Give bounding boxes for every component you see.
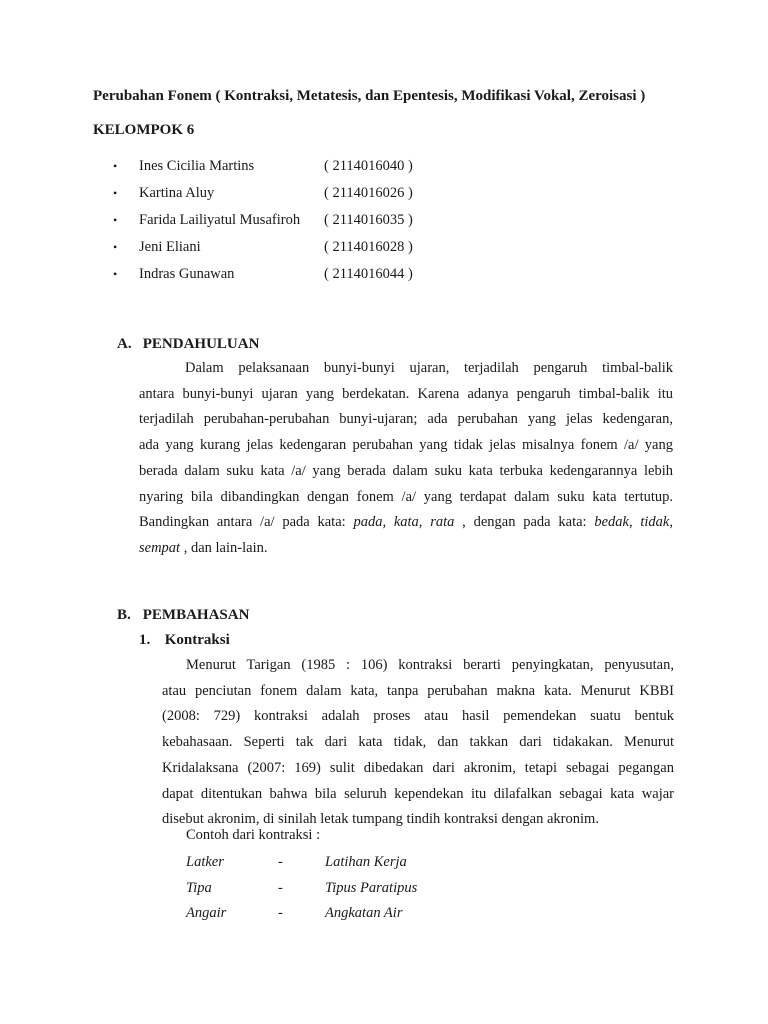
group-label: KELOMPOK 6 xyxy=(93,122,195,138)
bullet-icon: • xyxy=(113,159,118,173)
paragraph-line: nyaring bila dibandingkan dengan fonem /a/ yang terdapat dalam suku kata tertutup. xyxy=(139,488,673,505)
section-a-number: A. xyxy=(117,336,132,352)
member-nim: ( 2114016040 ) xyxy=(324,158,413,174)
paragraph-line: terjadilah perubahan-perubahan bunyi-ujaran; ada perubahan yang jelas kedengaran, xyxy=(139,411,673,428)
member-nim: ( 2114016035 ) xyxy=(324,212,413,228)
member-name: Farida Lailiyatul Musafiroh xyxy=(139,212,301,228)
member-name: Kartina Aluy xyxy=(139,185,215,201)
member-nim: ( 2114016028 ) xyxy=(324,239,413,255)
section-a-paragraph xyxy=(139,356,673,562)
example-label: Contoh dari kontraksi : xyxy=(186,827,321,843)
example-full-form: Latihan Kerja xyxy=(325,854,407,870)
example-full-form: Tipus Paratipus xyxy=(325,879,418,896)
example-dash: - xyxy=(278,879,283,896)
paragraph-line: dapat ditentukan bahwa bila seluruh kependekan itu dilafalkan sebagai kata wajar xyxy=(162,785,674,802)
paragraph-line: antara bunyi-bunyi ujaran yang berdekatan. Karena adanya pengaruh timbal-balik itu xyxy=(139,385,673,402)
section-b-number: B. xyxy=(117,607,131,623)
bullet-icon: • xyxy=(113,186,118,200)
section-b-title: PEMBAHASAN xyxy=(142,607,250,623)
member-nim: ( 2114016044 ) xyxy=(324,266,413,282)
document-title: Perubahan Fonem ( Kontraksi, Metatesis, dan Epentesis, Modifikasi Vokal, Zeroisasi ) xyxy=(93,88,646,104)
paragraph-line: berada dalam suku kata /a/ yang berada dalam suku kata terbuka kedengarannya lebih xyxy=(139,462,673,479)
bullet-icon: • xyxy=(113,267,118,281)
example-dash: - xyxy=(278,905,283,922)
member-name: Jeni Eliani xyxy=(139,239,201,255)
section-b-heading xyxy=(117,607,249,624)
example-abbreviation: Angair xyxy=(186,905,227,922)
line-text: Bandingkan antara /a/ pada kata: xyxy=(139,514,354,531)
paragraph-line: ada yang kurang jelas kedengaran perubahan yang tidak jelas misalnya fonem /a/ yang xyxy=(139,437,673,454)
example-word: sempat xyxy=(139,539,181,556)
paragraph-line: Dalam pelaksanaan bunyi-bunyi ujaran, terjadilah pengaruh timbal-balik xyxy=(185,360,673,376)
section-a-title: PENDAHULUAN xyxy=(142,336,260,352)
paragraph-line: Kridalaksana (2007: 169) sulit dibedakan dari akronim, tetapi sebagai pegangan xyxy=(162,759,674,776)
example-abbreviation: Tipa xyxy=(186,879,212,896)
bullet-icon: • xyxy=(113,240,118,254)
paragraph-line xyxy=(139,536,673,562)
example-dash: - xyxy=(278,854,283,870)
member-name: Ines Cicilia Martins xyxy=(139,158,255,174)
example-full-form: Angkatan Air xyxy=(325,905,403,922)
subsection-heading xyxy=(139,632,230,649)
example-abbreviation: Latker xyxy=(186,854,224,870)
paragraph-line: disebut akronim, di sinilah letak tumpang tindih kontraksi dengan akronim. xyxy=(162,811,599,828)
member-nim: ( 2114016026 ) xyxy=(324,185,413,201)
paragraph-line: Menurut Tarigan (1985 : 106) kontraksi berarti penyingkatan, penyusutan, xyxy=(186,657,674,673)
subsection-number: 1. xyxy=(139,632,151,648)
paragraph-line: (2008: 729) kontraksi adalah proses atau hasil pemendekan suatu bentuk xyxy=(162,708,674,725)
section-a-heading xyxy=(117,336,259,353)
subsection-title: Kontraksi xyxy=(164,632,230,648)
section-b-paragraph xyxy=(162,653,674,833)
member-name: Indras Gunawan xyxy=(139,266,235,282)
paragraph-line: kebahasaan. Seperti tak dari kata tidak, dan takkan dari tidakakan. Menurut xyxy=(162,734,674,751)
line-text: , dan lain-lain. xyxy=(180,539,268,556)
paragraph-line: atau penciutan fonem dalam kata, tanpa perubahan makna kata. Menurut KBBI xyxy=(162,682,674,699)
paragraph-line xyxy=(139,510,673,536)
line-text: , dengan pada kata: xyxy=(454,514,595,531)
bullet-icon: • xyxy=(113,213,118,227)
example-words-closed: bedak, tidak, xyxy=(594,514,673,531)
example-words-open: pada, kata, rata xyxy=(353,514,455,531)
